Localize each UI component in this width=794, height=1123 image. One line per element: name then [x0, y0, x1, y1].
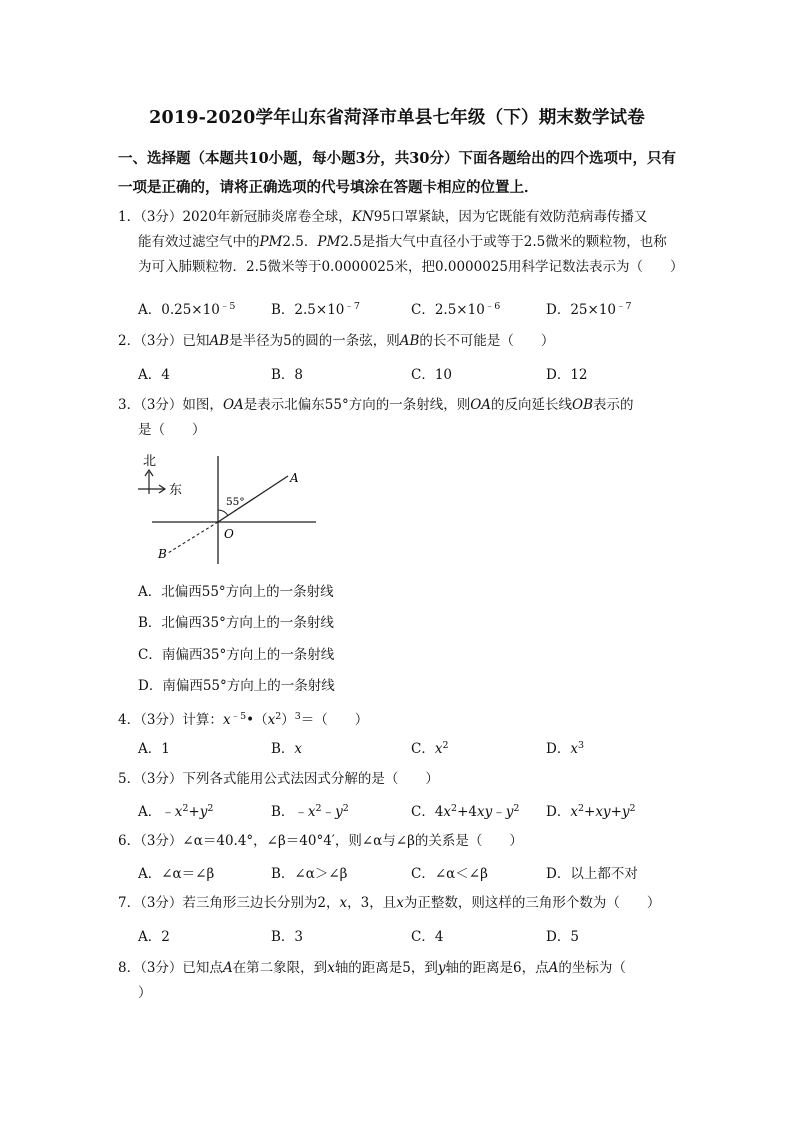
question-3 — [118, 393, 690, 443]
option-c[interactable]: C．$2.5\times 10^{﹣6}$ — [411, 301, 501, 318]
option-c[interactable]: C．4 — [411, 929, 444, 945]
option-a[interactable]: A．1 — [138, 741, 170, 757]
option-b[interactable]: B．8 — [271, 367, 304, 383]
option-c[interactable]: C．$4x^2+4xy﹣y^2$ — [411, 803, 520, 820]
section-heading — [118, 144, 690, 202]
option-c[interactable]: C．10 — [411, 367, 453, 383]
question-7-line-1: 7．（3分）若三角形三边长分别为2，x，3，且x为正整数，则这样的三角形个数为（ ） — [118, 895, 661, 911]
page-title: 2019-2020学年山东省菏泽市单县七年级（下）期末数学试卷 — [149, 108, 645, 128]
option-a[interactable]: A．∠α＝∠β — [138, 866, 215, 882]
option-d[interactable]: D．$x^3$ — [546, 740, 584, 757]
question-6-line-1: 6．（3分）∠α＝40.4°，∠β＝40°4′，则∠α与∠β的关系是（ ） — [118, 833, 523, 849]
section-heading-line-2: 一项是正确的，请将正确选项的代号填涂在答题卡相应的位置上． — [118, 179, 539, 196]
point-a-label: A — [290, 471, 299, 485]
question-1-line-1: 1．（3分）2020年新冠肺炎席卷全球，KN95口罩紧缺，因为它既能有效防范病毒传播又 — [118, 209, 648, 225]
option-c[interactable]: C．南偏西35°方向上的一条射线 — [138, 647, 335, 663]
question-1-line-2: 能有效过滤空气中的PM2.5．PM2.5是指大气中直径小于或等于2.5微米的颗粒物，也称 — [138, 234, 667, 250]
north-label: 北 — [143, 454, 157, 469]
option-d[interactable]: D．以上都不对 — [546, 866, 638, 882]
direction-figure — [130, 448, 330, 566]
option-a[interactable]: A．2 — [138, 929, 170, 945]
question-4 — [118, 704, 690, 733]
option-d[interactable]: D．$x^2+xy+y^2$ — [546, 803, 636, 820]
point-o-label: O — [224, 527, 234, 541]
question-7 — [118, 891, 690, 916]
option-d[interactable]: D．12 — [546, 367, 588, 383]
option-a[interactable]: A．$0.25\times 10^{﹣5}$ — [138, 301, 236, 318]
angle-arc — [218, 510, 228, 516]
option-b[interactable]: B．北偏西35°方向上的一条射线 — [138, 615, 334, 631]
question-2 — [118, 329, 690, 354]
question-6 — [118, 829, 690, 854]
question-4-line-1: 4．（3分）计算：$x^{﹣5}•(x^2)^3=$（ ） — [118, 711, 369, 728]
option-b[interactable]: B．3 — [271, 929, 304, 945]
question-5-options — [138, 800, 698, 820]
option-b[interactable]: B．$﹣x^2﹣y^2$ — [271, 803, 349, 820]
option-a[interactable]: A．$﹣x^2+y^2$ — [138, 803, 214, 820]
question-8 — [118, 956, 690, 1006]
ray-ob — [168, 522, 218, 553]
option-b[interactable]: B．∠α＞∠β — [271, 866, 348, 882]
question-7-options — [138, 925, 698, 945]
question-4-options — [138, 737, 698, 757]
question-5 — [118, 767, 690, 792]
question-2-line-1: 2．（3分）已知AB是半径为5的圆的一条弦，则AB的长不可能是（ ） — [118, 333, 555, 349]
option-d[interactable]: D．$25\times 10^{﹣7}$ — [546, 301, 632, 318]
question-3-line-2: 是（ ） — [138, 422, 206, 438]
question-3-line-1: 3．（3分）如图，OA是表示北偏东55°方向的一条射线，则OA的反向延长线OB表示的 — [118, 397, 634, 413]
question-5-line-1: 5．（3分）下列各式能用公式法因式分解的是（ ） — [118, 771, 439, 787]
question-1 — [118, 205, 690, 280]
option-d[interactable]: D．南偏西55°方向上的一条射线 — [138, 678, 335, 694]
question-8-line-2: ） — [138, 985, 152, 1001]
question-1-options — [138, 298, 698, 318]
point-b-label: B — [158, 547, 167, 561]
option-d[interactable]: D．5 — [546, 929, 579, 945]
option-b[interactable]: B．x — [271, 741, 303, 757]
question-1-line-3: 为可入肺颗粒物．2.5微米等于0.0000025米，把0.0000025用科学记数法表示为（ ） — [138, 259, 684, 275]
option-a[interactable]: A．4 — [138, 367, 170, 383]
east-label: 东 — [169, 483, 183, 498]
option-b[interactable]: B．$2.5\times 10^{﹣7}$ — [271, 301, 360, 318]
angle-label: 55° — [226, 496, 245, 508]
option-c[interactable]: C．∠α＜∠β — [411, 866, 488, 882]
question-2-options — [138, 363, 698, 383]
question-6-options — [138, 862, 698, 882]
section-heading-line-1: 一、选择题（本题共10小题，每小题3分，共30分）下面各题给出的四个选项中，只有 — [118, 150, 676, 167]
question-8-line-1: 8．（3分）已知点A在第二象限，到x轴的距离是5，到y轴的距离是6，点A的坐标为（ — [118, 960, 626, 976]
option-c[interactable]: C．$x^2$ — [411, 740, 449, 757]
option-a[interactable]: A．北偏西55°方向上的一条射线 — [138, 584, 334, 600]
